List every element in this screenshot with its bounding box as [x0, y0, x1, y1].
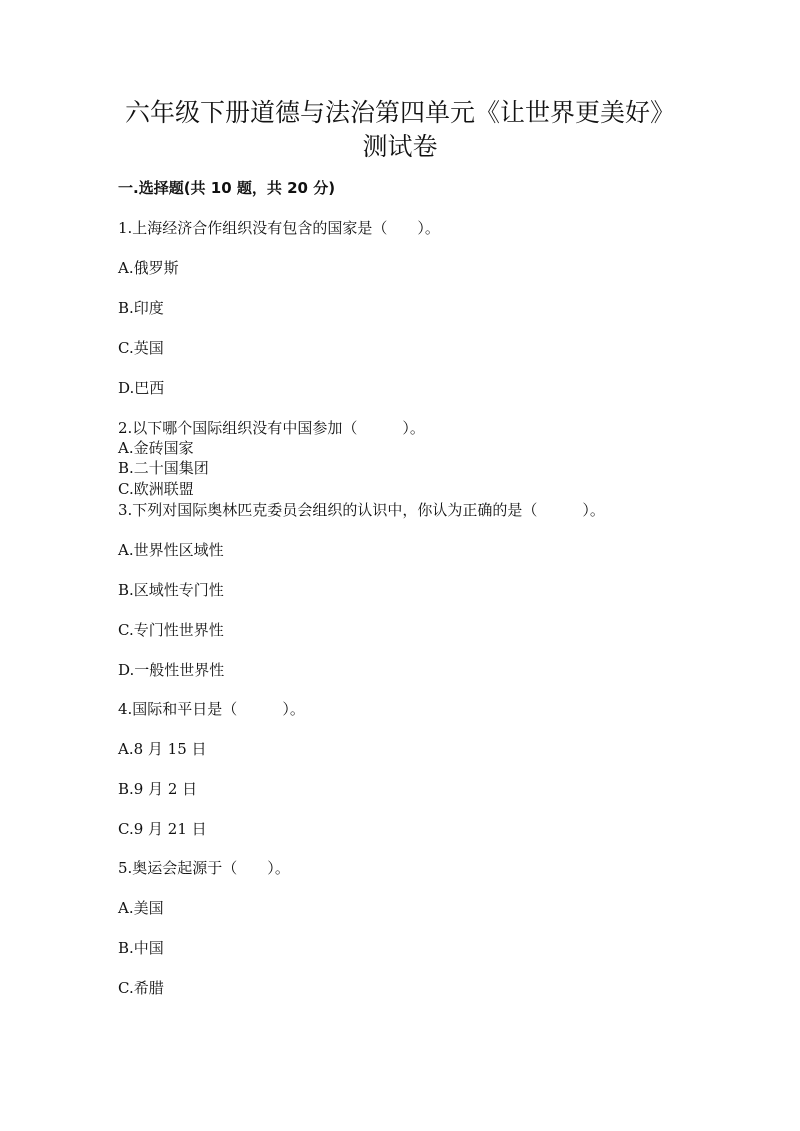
- question-4-option-a: A.8 月 15 日: [118, 740, 207, 758]
- exam-title-line2: 测试卷: [362, 132, 438, 161]
- exam-title-line1: 六年级下册道德与法治第四单元《让世界更美好》: [124, 98, 675, 127]
- question-5-stem: 5.奥运会起源于（ ）。: [118, 859, 290, 877]
- question-5-option-b: B.中国: [118, 939, 164, 957]
- question-5-option-c: C.希腊: [118, 979, 164, 997]
- question-3-option-d: D.一般性世界性: [118, 661, 225, 679]
- question-5-option-a: A.美国: [118, 899, 164, 917]
- question-3-option-a: A.世界性区域性: [118, 541, 224, 559]
- question-4-stem: 4.国际和平日是（ ）。: [118, 700, 305, 718]
- question-1-option-b: B.印度: [118, 299, 164, 317]
- question-3-option-b: B.区域性专门性: [118, 581, 224, 599]
- question-2-option-b: B.二十国集团: [118, 459, 209, 477]
- question-4-option-c: C.9 月 21 日: [118, 820, 207, 838]
- question-1-option-d: D.巴西: [118, 379, 165, 397]
- question-1-option-a: A.俄罗斯: [118, 259, 179, 277]
- question-1-stem: 1.上海经济合作组织没有包含的国家是（ ）。: [118, 219, 440, 237]
- question-1-option-c: C.英国: [118, 339, 164, 357]
- question-2-option-c: C.欧洲联盟: [118, 480, 194, 498]
- question-2-stem: 2.以下哪个国际组织没有中国参加（ ）。: [118, 419, 425, 437]
- question-2-option-a: A.金砖国家: [118, 439, 194, 457]
- question-4-option-b: B.9 月 2 日: [118, 780, 198, 798]
- question-3-stem: 3.下列对国际奥林匹克委员会组织的认识中，你认为正确的是（ ）。: [118, 501, 605, 519]
- question-3-option-c: C.专门性世界性: [118, 621, 224, 639]
- section-heading: 一.选择题(共 10 题，共 20 分): [118, 179, 336, 197]
